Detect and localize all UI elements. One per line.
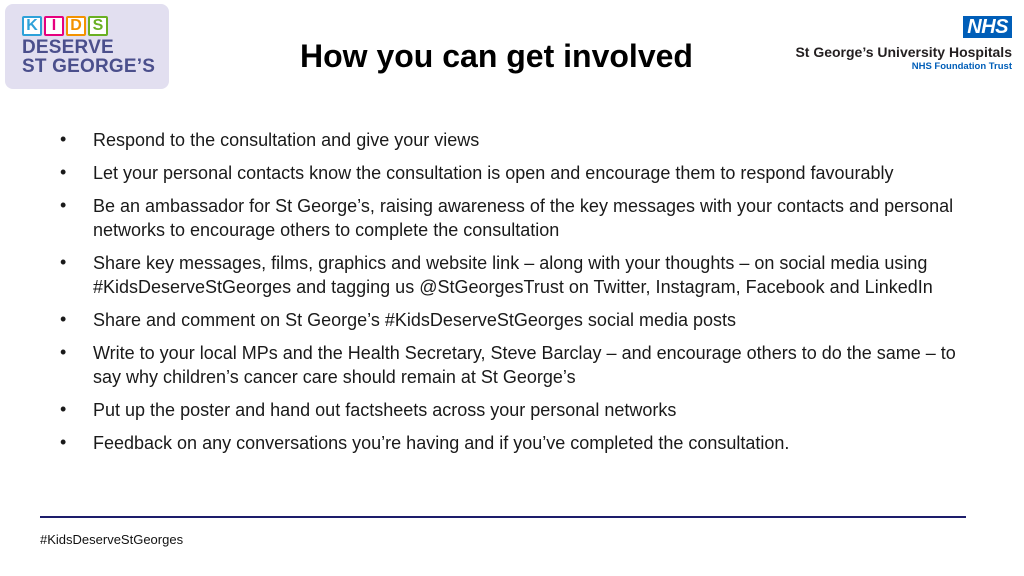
footer-divider <box>40 516 966 518</box>
logo-line-deserve: DESERVE <box>22 37 114 58</box>
nhs-logo-block <box>795 16 1012 72</box>
nhs-foundation-trust: NHS Foundation Trust <box>911 61 1012 72</box>
list-item: • Write to your local MPs and the Health Secretary, Steve Barclay – and encourage others to do the same – to say why children’s cancer care should remain at St George’s <box>60 341 960 389</box>
involvement-list <box>60 128 960 464</box>
logo-line-st-georges: ST GEORGE’S <box>22 56 156 77</box>
list-item: • Let your personal contacts know the consultation is open and encourage them to respond favourably <box>60 161 960 185</box>
logo-letter-d: D <box>66 16 86 36</box>
logo-letter-i: I <box>44 16 64 36</box>
logo-letter-k: K <box>22 16 42 36</box>
list-item: • Put up the poster and hand out factsheets across your personal networks <box>60 398 960 422</box>
list-item: • Share and comment on St George’s #KidsDeserveStGeorges social media posts <box>60 308 960 332</box>
list-item: • Share key messages, films, graphics and website link – along with your thoughts – on social media using #KidsDeserveStGeorges and tagging us @StGeorgesTrust on Twitter, Instagram, Facebook and LinkedIn <box>60 251 960 299</box>
kids-deserve-st-georges-logo <box>5 4 169 89</box>
logo-letter-s: S <box>88 16 108 36</box>
footer-hashtag: #KidsDeserveStGeorges <box>40 532 184 547</box>
nhs-badge: NHS <box>963 16 1012 38</box>
list-item: • Respond to the consultation and give your views <box>60 128 960 152</box>
logo-kids-letters <box>22 16 169 38</box>
page-title: How you can get involved <box>300 38 693 74</box>
list-item: • Feedback on any conversations you’re having and if you’ve completed the consultation. <box>60 431 960 455</box>
list-item: • Be an ambassador for St George’s, raising awareness of the key messages with your contacts and personal networks to encourage others to complete the consultation <box>60 194 960 242</box>
nhs-trust-name: St George’s University Hospitals <box>795 44 1012 60</box>
